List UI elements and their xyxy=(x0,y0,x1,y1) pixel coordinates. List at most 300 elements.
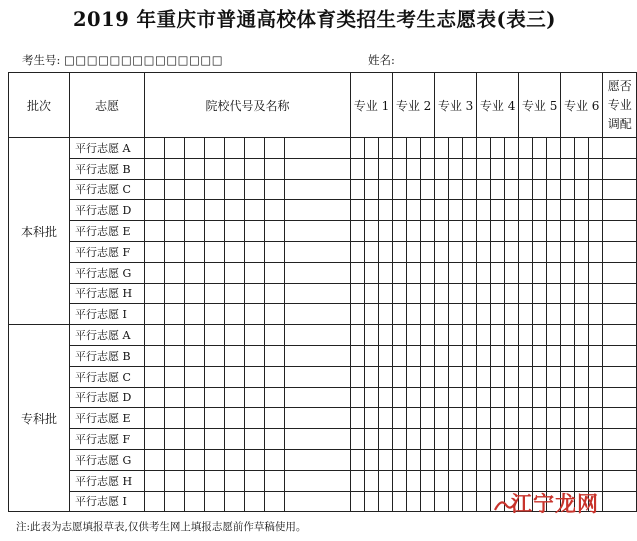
major-4-cell[interactable] xyxy=(505,179,519,200)
major-2-cell[interactable] xyxy=(421,158,435,179)
major-1-cell[interactable] xyxy=(379,345,393,366)
major-5-cell[interactable] xyxy=(533,345,547,366)
major-3-cell[interactable] xyxy=(435,387,449,408)
major-1-cell[interactable] xyxy=(351,408,365,429)
major-1-cell[interactable] xyxy=(379,491,393,512)
school-code-cell[interactable] xyxy=(145,262,165,283)
major-6-cell[interactable] xyxy=(561,179,575,200)
major-2-cell[interactable] xyxy=(421,491,435,512)
major-4-cell[interactable] xyxy=(491,283,505,304)
major-6-cell[interactable] xyxy=(561,387,575,408)
school-code-cell[interactable] xyxy=(185,221,205,242)
major-4-cell[interactable] xyxy=(491,262,505,283)
major-6-cell[interactable] xyxy=(561,158,575,179)
major-6-cell[interactable] xyxy=(575,325,589,346)
adjust-cell[interactable] xyxy=(603,325,637,346)
major-2-cell[interactable] xyxy=(393,470,407,491)
major-2-cell[interactable] xyxy=(421,429,435,450)
major-5-cell[interactable] xyxy=(533,221,547,242)
adjust-cell[interactable] xyxy=(603,138,637,159)
major-1-cell[interactable] xyxy=(365,345,379,366)
major-2-cell[interactable] xyxy=(393,491,407,512)
school-code-cell[interactable] xyxy=(245,449,265,470)
school-name-cell[interactable] xyxy=(285,158,351,179)
major-1-cell[interactable] xyxy=(365,138,379,159)
major-5-cell[interactable] xyxy=(547,221,561,242)
major-5-cell[interactable] xyxy=(519,241,533,262)
school-code-cell[interactable] xyxy=(225,179,245,200)
major-6-cell[interactable] xyxy=(561,200,575,221)
school-name-cell[interactable] xyxy=(285,325,351,346)
major-3-cell[interactable] xyxy=(449,283,463,304)
major-2-cell[interactable] xyxy=(421,325,435,346)
major-4-cell[interactable] xyxy=(505,200,519,221)
school-code-cell[interactable] xyxy=(265,200,285,221)
adjust-cell[interactable] xyxy=(603,283,637,304)
school-code-cell[interactable] xyxy=(225,200,245,221)
school-name-cell[interactable] xyxy=(285,449,351,470)
major-4-cell[interactable] xyxy=(505,429,519,450)
major-5-cell[interactable] xyxy=(519,429,533,450)
major-6-cell[interactable] xyxy=(561,366,575,387)
school-code-cell[interactable] xyxy=(185,449,205,470)
school-code-cell[interactable] xyxy=(205,200,225,221)
school-code-cell[interactable] xyxy=(225,345,245,366)
major-2-cell[interactable] xyxy=(421,470,435,491)
major-5-cell[interactable] xyxy=(533,262,547,283)
major-3-cell[interactable] xyxy=(449,408,463,429)
major-3-cell[interactable] xyxy=(435,325,449,346)
school-code-cell[interactable] xyxy=(185,241,205,262)
major-6-cell[interactable] xyxy=(561,262,575,283)
school-code-cell[interactable] xyxy=(225,325,245,346)
major-1-cell[interactable] xyxy=(351,325,365,346)
major-5-cell[interactable] xyxy=(533,387,547,408)
major-6-cell[interactable] xyxy=(575,283,589,304)
school-code-cell[interactable] xyxy=(165,262,185,283)
school-name-cell[interactable] xyxy=(285,429,351,450)
major-3-cell[interactable] xyxy=(449,158,463,179)
major-3-cell[interactable] xyxy=(449,387,463,408)
school-code-cell[interactable] xyxy=(145,429,165,450)
school-code-cell[interactable] xyxy=(185,470,205,491)
major-5-cell[interactable] xyxy=(533,429,547,450)
major-4-cell[interactable] xyxy=(477,387,491,408)
major-5-cell[interactable] xyxy=(547,345,561,366)
school-code-cell[interactable] xyxy=(205,262,225,283)
major-6-cell[interactable] xyxy=(575,262,589,283)
major-2-cell[interactable] xyxy=(393,241,407,262)
major-3-cell[interactable] xyxy=(449,179,463,200)
major-1-cell[interactable] xyxy=(351,304,365,325)
major-1-cell[interactable] xyxy=(365,283,379,304)
school-code-cell[interactable] xyxy=(205,449,225,470)
school-code-cell[interactable] xyxy=(145,449,165,470)
major-4-cell[interactable] xyxy=(505,387,519,408)
school-code-cell[interactable] xyxy=(165,491,185,512)
adjust-cell[interactable] xyxy=(603,408,637,429)
major-2-cell[interactable] xyxy=(393,138,407,159)
major-6-cell[interactable] xyxy=(589,429,603,450)
school-code-cell[interactable] xyxy=(185,138,205,159)
major-1-cell[interactable] xyxy=(365,429,379,450)
school-name-cell[interactable] xyxy=(285,366,351,387)
major-5-cell[interactable] xyxy=(519,345,533,366)
major-5-cell[interactable] xyxy=(547,387,561,408)
school-name-cell[interactable] xyxy=(285,221,351,242)
school-code-cell[interactable] xyxy=(165,345,185,366)
school-name-cell[interactable] xyxy=(285,408,351,429)
school-code-cell[interactable] xyxy=(145,200,165,221)
major-6-cell[interactable] xyxy=(589,179,603,200)
major-1-cell[interactable] xyxy=(351,158,365,179)
major-4-cell[interactable] xyxy=(505,325,519,346)
adjust-cell[interactable] xyxy=(603,366,637,387)
major-2-cell[interactable] xyxy=(393,345,407,366)
major-1-cell[interactable] xyxy=(379,200,393,221)
school-code-cell[interactable] xyxy=(145,241,165,262)
major-4-cell[interactable] xyxy=(491,449,505,470)
school-code-cell[interactable] xyxy=(205,470,225,491)
major-5-cell[interactable] xyxy=(547,325,561,346)
school-name-cell[interactable] xyxy=(285,200,351,221)
major-2-cell[interactable] xyxy=(407,387,421,408)
major-4-cell[interactable] xyxy=(477,283,491,304)
major-1-cell[interactable] xyxy=(351,241,365,262)
major-4-cell[interactable] xyxy=(477,221,491,242)
major-2-cell[interactable] xyxy=(393,221,407,242)
major-4-cell[interactable] xyxy=(491,325,505,346)
school-name-cell[interactable] xyxy=(285,179,351,200)
major-3-cell[interactable] xyxy=(463,179,477,200)
major-4-cell[interactable] xyxy=(505,345,519,366)
school-code-cell[interactable] xyxy=(145,470,165,491)
major-3-cell[interactable] xyxy=(435,470,449,491)
major-6-cell[interactable] xyxy=(589,241,603,262)
major-1-cell[interactable] xyxy=(351,200,365,221)
school-code-cell[interactable] xyxy=(265,449,285,470)
major-4-cell[interactable] xyxy=(477,200,491,221)
school-code-cell[interactable] xyxy=(185,387,205,408)
school-code-cell[interactable] xyxy=(225,366,245,387)
major-3-cell[interactable] xyxy=(449,429,463,450)
major-5-cell[interactable] xyxy=(519,387,533,408)
school-code-cell[interactable] xyxy=(165,200,185,221)
major-3-cell[interactable] xyxy=(435,200,449,221)
major-1-cell[interactable] xyxy=(379,179,393,200)
school-code-cell[interactable] xyxy=(145,491,165,512)
school-code-cell[interactable] xyxy=(145,325,165,346)
major-1-cell[interactable] xyxy=(351,179,365,200)
major-3-cell[interactable] xyxy=(463,262,477,283)
school-code-cell[interactable] xyxy=(205,158,225,179)
major-5-cell[interactable] xyxy=(533,449,547,470)
major-6-cell[interactable] xyxy=(589,325,603,346)
major-2-cell[interactable] xyxy=(393,179,407,200)
major-6-cell[interactable] xyxy=(589,366,603,387)
school-code-cell[interactable] xyxy=(265,179,285,200)
major-4-cell[interactable] xyxy=(491,138,505,159)
school-code-cell[interactable] xyxy=(205,408,225,429)
major-3-cell[interactable] xyxy=(435,429,449,450)
major-4-cell[interactable] xyxy=(477,179,491,200)
major-4-cell[interactable] xyxy=(491,429,505,450)
school-code-cell[interactable] xyxy=(165,179,185,200)
major-1-cell[interactable] xyxy=(379,325,393,346)
major-2-cell[interactable] xyxy=(421,304,435,325)
major-3-cell[interactable] xyxy=(449,200,463,221)
major-1-cell[interactable] xyxy=(365,470,379,491)
major-2-cell[interactable] xyxy=(393,366,407,387)
major-3-cell[interactable] xyxy=(449,366,463,387)
major-4-cell[interactable] xyxy=(477,470,491,491)
school-code-cell[interactable] xyxy=(165,283,185,304)
school-code-cell[interactable] xyxy=(165,158,185,179)
adjust-cell[interactable] xyxy=(603,200,637,221)
major-5-cell[interactable] xyxy=(533,158,547,179)
school-code-cell[interactable] xyxy=(145,158,165,179)
school-code-cell[interactable] xyxy=(205,491,225,512)
major-2-cell[interactable] xyxy=(407,366,421,387)
major-3-cell[interactable] xyxy=(435,158,449,179)
major-5-cell[interactable] xyxy=(547,449,561,470)
major-2-cell[interactable] xyxy=(407,304,421,325)
major-3-cell[interactable] xyxy=(463,241,477,262)
school-code-cell[interactable] xyxy=(165,429,185,450)
major-6-cell[interactable] xyxy=(575,429,589,450)
major-1-cell[interactable] xyxy=(351,283,365,304)
major-1-cell[interactable] xyxy=(351,387,365,408)
major-3-cell[interactable] xyxy=(435,491,449,512)
major-2-cell[interactable] xyxy=(421,262,435,283)
major-3-cell[interactable] xyxy=(463,387,477,408)
school-code-cell[interactable] xyxy=(245,366,265,387)
school-code-cell[interactable] xyxy=(245,429,265,450)
major-5-cell[interactable] xyxy=(533,283,547,304)
school-code-cell[interactable] xyxy=(145,304,165,325)
major-2-cell[interactable] xyxy=(407,408,421,429)
major-3-cell[interactable] xyxy=(463,345,477,366)
school-name-cell[interactable] xyxy=(285,262,351,283)
major-1-cell[interactable] xyxy=(379,470,393,491)
school-code-cell[interactable] xyxy=(245,491,265,512)
major-5-cell[interactable] xyxy=(519,221,533,242)
major-2-cell[interactable] xyxy=(407,429,421,450)
major-4-cell[interactable] xyxy=(477,158,491,179)
major-2-cell[interactable] xyxy=(393,283,407,304)
major-5-cell[interactable] xyxy=(519,408,533,429)
school-name-cell[interactable] xyxy=(285,241,351,262)
major-3-cell[interactable] xyxy=(435,241,449,262)
major-6-cell[interactable] xyxy=(561,325,575,346)
major-1-cell[interactable] xyxy=(365,262,379,283)
major-1-cell[interactable] xyxy=(351,221,365,242)
major-5-cell[interactable] xyxy=(547,304,561,325)
school-code-cell[interactable] xyxy=(265,325,285,346)
major-2-cell[interactable] xyxy=(421,408,435,429)
school-code-cell[interactable] xyxy=(225,304,245,325)
major-3-cell[interactable] xyxy=(463,449,477,470)
major-6-cell[interactable] xyxy=(575,449,589,470)
major-1-cell[interactable] xyxy=(379,366,393,387)
major-1-cell[interactable] xyxy=(365,179,379,200)
major-6-cell[interactable] xyxy=(561,221,575,242)
school-code-cell[interactable] xyxy=(245,408,265,429)
examinee-number-boxes[interactable]: □□□□□□□□□□□□□□ xyxy=(64,53,224,67)
major-1-cell[interactable] xyxy=(379,449,393,470)
school-code-cell[interactable] xyxy=(165,304,185,325)
major-4-cell[interactable] xyxy=(491,200,505,221)
school-code-cell[interactable] xyxy=(265,283,285,304)
school-code-cell[interactable] xyxy=(225,221,245,242)
major-1-cell[interactable] xyxy=(351,345,365,366)
major-2-cell[interactable] xyxy=(393,387,407,408)
major-1-cell[interactable] xyxy=(379,283,393,304)
school-code-cell[interactable] xyxy=(245,200,265,221)
school-code-cell[interactable] xyxy=(245,345,265,366)
school-code-cell[interactable] xyxy=(165,449,185,470)
major-6-cell[interactable] xyxy=(589,158,603,179)
major-5-cell[interactable] xyxy=(519,179,533,200)
major-5-cell[interactable] xyxy=(533,241,547,262)
major-1-cell[interactable] xyxy=(351,366,365,387)
school-code-cell[interactable] xyxy=(225,158,245,179)
major-2-cell[interactable] xyxy=(407,345,421,366)
major-1-cell[interactable] xyxy=(351,138,365,159)
major-5-cell[interactable] xyxy=(533,325,547,346)
major-6-cell[interactable] xyxy=(561,241,575,262)
major-3-cell[interactable] xyxy=(435,345,449,366)
school-code-cell[interactable] xyxy=(145,138,165,159)
school-code-cell[interactable] xyxy=(265,138,285,159)
major-6-cell[interactable] xyxy=(589,449,603,470)
school-code-cell[interactable] xyxy=(205,366,225,387)
major-6-cell[interactable] xyxy=(561,283,575,304)
major-5-cell[interactable] xyxy=(519,262,533,283)
school-code-cell[interactable] xyxy=(225,408,245,429)
adjust-cell[interactable] xyxy=(603,345,637,366)
adjust-cell[interactable] xyxy=(603,262,637,283)
school-code-cell[interactable] xyxy=(245,470,265,491)
major-5-cell[interactable] xyxy=(547,366,561,387)
adjust-cell[interactable] xyxy=(603,179,637,200)
major-4-cell[interactable] xyxy=(505,283,519,304)
major-3-cell[interactable] xyxy=(463,408,477,429)
school-code-cell[interactable] xyxy=(265,429,285,450)
major-6-cell[interactable] xyxy=(589,304,603,325)
school-code-cell[interactable] xyxy=(225,138,245,159)
major-3-cell[interactable] xyxy=(435,449,449,470)
school-code-cell[interactable] xyxy=(245,241,265,262)
major-2-cell[interactable] xyxy=(407,138,421,159)
adjust-cell[interactable] xyxy=(603,491,637,512)
major-2-cell[interactable] xyxy=(393,200,407,221)
major-1-cell[interactable] xyxy=(365,158,379,179)
school-code-cell[interactable] xyxy=(225,491,245,512)
major-4-cell[interactable] xyxy=(477,262,491,283)
major-2-cell[interactable] xyxy=(393,449,407,470)
major-1-cell[interactable] xyxy=(365,304,379,325)
major-1-cell[interactable] xyxy=(379,304,393,325)
major-5-cell[interactable] xyxy=(533,366,547,387)
major-1-cell[interactable] xyxy=(351,491,365,512)
major-2-cell[interactable] xyxy=(407,449,421,470)
major-1-cell[interactable] xyxy=(379,221,393,242)
school-code-cell[interactable] xyxy=(265,241,285,262)
major-1-cell[interactable] xyxy=(379,138,393,159)
major-4-cell[interactable] xyxy=(477,345,491,366)
major-2-cell[interactable] xyxy=(421,283,435,304)
major-2-cell[interactable] xyxy=(421,449,435,470)
major-1-cell[interactable] xyxy=(365,200,379,221)
school-code-cell[interactable] xyxy=(185,283,205,304)
major-3-cell[interactable] xyxy=(435,408,449,429)
major-2-cell[interactable] xyxy=(421,200,435,221)
major-4-cell[interactable] xyxy=(491,241,505,262)
school-code-cell[interactable] xyxy=(245,304,265,325)
major-4-cell[interactable] xyxy=(477,241,491,262)
major-6-cell[interactable] xyxy=(589,262,603,283)
major-2-cell[interactable] xyxy=(407,491,421,512)
school-code-cell[interactable] xyxy=(145,366,165,387)
major-4-cell[interactable] xyxy=(505,304,519,325)
adjust-cell[interactable] xyxy=(603,304,637,325)
major-1-cell[interactable] xyxy=(365,449,379,470)
major-3-cell[interactable] xyxy=(463,304,477,325)
major-5-cell[interactable] xyxy=(547,138,561,159)
major-5-cell[interactable] xyxy=(519,138,533,159)
major-3-cell[interactable] xyxy=(463,325,477,346)
school-code-cell[interactable] xyxy=(185,325,205,346)
major-4-cell[interactable] xyxy=(505,262,519,283)
major-3-cell[interactable] xyxy=(449,304,463,325)
major-1-cell[interactable] xyxy=(379,408,393,429)
school-name-cell[interactable] xyxy=(285,138,351,159)
adjust-cell[interactable] xyxy=(603,241,637,262)
major-5-cell[interactable] xyxy=(519,200,533,221)
major-5-cell[interactable] xyxy=(547,262,561,283)
major-1-cell[interactable] xyxy=(379,429,393,450)
major-3-cell[interactable] xyxy=(449,470,463,491)
major-2-cell[interactable] xyxy=(407,241,421,262)
major-6-cell[interactable] xyxy=(575,158,589,179)
major-3-cell[interactable] xyxy=(435,138,449,159)
major-2-cell[interactable] xyxy=(421,387,435,408)
major-2-cell[interactable] xyxy=(407,221,421,242)
major-3-cell[interactable] xyxy=(463,366,477,387)
major-6-cell[interactable] xyxy=(561,138,575,159)
school-code-cell[interactable] xyxy=(165,138,185,159)
major-6-cell[interactable] xyxy=(575,408,589,429)
major-3-cell[interactable] xyxy=(449,491,463,512)
school-code-cell[interactable] xyxy=(205,221,225,242)
major-2-cell[interactable] xyxy=(421,345,435,366)
major-3-cell[interactable] xyxy=(463,200,477,221)
school-code-cell[interactable] xyxy=(205,138,225,159)
school-code-cell[interactable] xyxy=(245,325,265,346)
major-1-cell[interactable] xyxy=(365,325,379,346)
major-3-cell[interactable] xyxy=(463,138,477,159)
school-code-cell[interactable] xyxy=(265,345,285,366)
major-4-cell[interactable] xyxy=(491,387,505,408)
major-2-cell[interactable] xyxy=(421,221,435,242)
adjust-cell[interactable] xyxy=(603,221,637,242)
major-3-cell[interactable] xyxy=(463,470,477,491)
school-code-cell[interactable] xyxy=(265,366,285,387)
major-6-cell[interactable] xyxy=(575,366,589,387)
school-code-cell[interactable] xyxy=(185,158,205,179)
major-1-cell[interactable] xyxy=(351,470,365,491)
